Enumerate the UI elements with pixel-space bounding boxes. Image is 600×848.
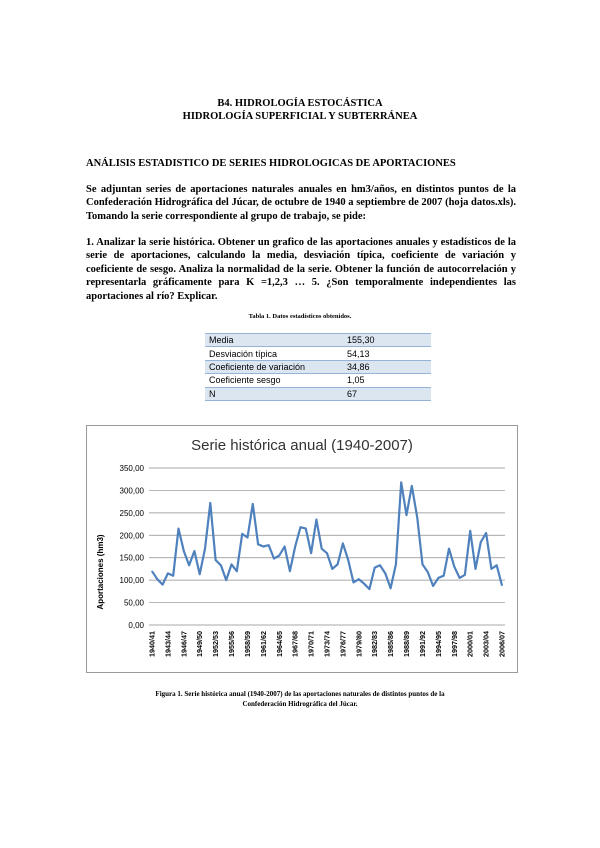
data-point xyxy=(284,546,285,547)
data-point xyxy=(475,568,476,569)
stat-label: Media xyxy=(205,334,343,347)
data-point xyxy=(173,575,174,576)
data-point xyxy=(231,564,232,565)
data-point xyxy=(480,541,481,542)
document-heading-line1: B4. HIDROLOGÍA ESTOCÁSTICA xyxy=(217,98,383,109)
data-point xyxy=(151,571,152,572)
y-tick-label: 300,00 xyxy=(119,486,144,496)
x-tick-label: 1940/41 xyxy=(147,631,157,657)
data-point xyxy=(374,567,375,568)
y-tick-label: 150,00 xyxy=(119,553,144,563)
data-point xyxy=(257,544,258,545)
data-point xyxy=(204,548,205,549)
data-point xyxy=(348,559,349,560)
data-point xyxy=(252,503,253,504)
x-tick-label: 1979/80 xyxy=(354,631,364,657)
data-point xyxy=(194,550,195,551)
data-point xyxy=(454,566,455,567)
stat-label: N xyxy=(205,387,343,400)
figure-caption-line2: Confederación Hidrográfica del Júcar. xyxy=(242,699,358,708)
table-row xyxy=(205,347,431,360)
data-point xyxy=(422,564,423,565)
x-tick-label: 1991/92 xyxy=(417,631,427,657)
data-point xyxy=(459,577,460,578)
stat-value: 155,30 xyxy=(343,334,431,347)
data-point xyxy=(247,537,248,538)
data-point xyxy=(385,573,386,574)
x-tick-label: 2006/07 xyxy=(497,631,507,657)
y-tick-label: 200,00 xyxy=(119,531,144,541)
x-tick-label: 1943/44 xyxy=(163,631,173,657)
data-point xyxy=(289,571,290,572)
table-row xyxy=(205,360,431,373)
data-point xyxy=(215,559,216,560)
x-tick-label: 1997/98 xyxy=(449,631,459,657)
data-point xyxy=(332,568,333,569)
stat-value: 1,05 xyxy=(343,374,431,387)
x-tick-label: 2003/04 xyxy=(481,631,491,657)
data-point xyxy=(242,533,243,534)
task-1-paragraph: 1. Analizar la serie histórica. Obtener un grafico de las aportaciones anuales y estadísticos de la serie de aportaciones, calculando la media, desviación típica, coeficiente de variación y coeficiente de sesgo. Analiza la normalidad de la serie. Obtener la función de autocorrelación y representarla gráficamente para K =1,2,3 … 5. ¿Son temporalmente independientes las aportaciones al río? Explicar. xyxy=(86,237,516,302)
data-point xyxy=(485,532,486,533)
data-point xyxy=(157,579,158,580)
data-point xyxy=(220,565,221,566)
chart-container xyxy=(86,425,518,673)
data-point xyxy=(379,565,380,566)
data-point xyxy=(210,502,211,503)
chart-title: Serie histórica anual (1940-2007) xyxy=(191,437,413,454)
stat-value: 54,13 xyxy=(343,347,431,360)
y-tick-label: 0,00 xyxy=(128,621,144,630)
data-point xyxy=(342,543,343,544)
data-point xyxy=(411,485,412,486)
data-point xyxy=(167,573,168,574)
x-tick-label: 1973/74 xyxy=(322,631,332,657)
y-tick-label: 250,00 xyxy=(119,508,144,518)
data-point xyxy=(305,528,306,529)
y-tick-label: 50,00 xyxy=(123,598,144,608)
data-point xyxy=(189,565,190,566)
x-tick-label: 1961/62 xyxy=(258,631,268,657)
data-point xyxy=(199,574,200,575)
table-row xyxy=(205,387,431,400)
data-point xyxy=(273,558,274,559)
y-tick-label: 100,00 xyxy=(119,576,144,586)
section-title: ANÁLISIS ESTADISTICO DE SERIES HIDROLOGICAS DE APORTACIONES xyxy=(86,158,456,169)
stat-label: Coeficiente de variación xyxy=(205,360,343,373)
data-point xyxy=(279,555,280,556)
data-point xyxy=(236,571,237,572)
data-point xyxy=(443,575,444,576)
data-point xyxy=(406,515,407,516)
data-point xyxy=(496,565,497,566)
data-point xyxy=(178,528,179,529)
x-tick-label: 1988/89 xyxy=(402,631,412,657)
data-point xyxy=(263,546,264,547)
stat-label: Coeficiente sesgo xyxy=(205,374,343,387)
y-tick-label: 350,00 xyxy=(119,464,144,473)
data-point xyxy=(427,571,428,572)
x-tick-label: 1958/59 xyxy=(242,631,252,657)
x-tick-label: 1994/95 xyxy=(433,631,443,657)
series-line xyxy=(152,482,502,589)
data-point xyxy=(268,545,269,546)
data-point xyxy=(321,548,322,549)
stat-value: 34,86 xyxy=(343,360,431,373)
data-point xyxy=(316,519,317,520)
data-point xyxy=(438,577,439,578)
table-caption: Tabla 1. Datos estadísticos obtenidos. xyxy=(248,313,352,320)
data-point xyxy=(464,574,465,575)
data-point xyxy=(162,584,163,585)
stats-table xyxy=(205,333,431,401)
data-point xyxy=(353,582,354,583)
x-tick-label: 2000/01 xyxy=(465,631,475,657)
x-tick-label: 1985/86 xyxy=(386,631,396,657)
x-tick-label: 1964/65 xyxy=(274,631,284,657)
table-row xyxy=(205,334,431,347)
data-point xyxy=(337,564,338,565)
y-axis-label: Aportaciones (hm3) xyxy=(96,534,105,610)
data-point xyxy=(183,550,184,551)
stat-value: 67 xyxy=(343,387,431,400)
data-point xyxy=(395,564,396,565)
intro-paragraph: Se adjuntan series de aportaciones naturales anuales en hm3/años, en distintos puntos de la Confederación Hidrográfica del Júcar, de octubre de 1940 a septiembre de 2007 (hoja datos.xls). Tomando la serie correspondiente al grupo de trabajo, se pide: xyxy=(86,184,516,222)
figure-caption xyxy=(0,690,600,709)
data-point xyxy=(295,546,296,547)
x-tick-label: 1967/68 xyxy=(290,631,300,657)
data-point xyxy=(491,568,492,569)
x-tick-label: 1976/77 xyxy=(338,631,348,657)
data-point xyxy=(417,517,418,518)
data-point xyxy=(358,579,359,580)
figure-caption-line1: Figura 1. Serie histórica anual (1940-2007) de las aportaciones naturales de distintos puntos de la xyxy=(155,690,445,698)
document-heading-line2: HIDROLOGÍA SUPERFICIAL Y SUBTERRÁNEA xyxy=(182,111,418,122)
data-point xyxy=(226,580,227,581)
data-point xyxy=(432,585,433,586)
table-row xyxy=(205,374,431,387)
data-point xyxy=(300,527,301,528)
data-point xyxy=(501,585,502,586)
x-tick-label: 1982/83 xyxy=(370,631,380,657)
stat-label: Desviación típica xyxy=(205,347,343,360)
data-point xyxy=(401,482,402,483)
data-point xyxy=(390,588,391,589)
data-point xyxy=(448,548,449,549)
x-tick-label: 1946/47 xyxy=(179,631,189,657)
x-tick-label: 1952/53 xyxy=(211,631,221,657)
data-point xyxy=(310,553,311,554)
x-tick-label: 1955/56 xyxy=(227,631,237,657)
x-tick-label: 1970/71 xyxy=(306,631,316,657)
annual-series-chart xyxy=(87,426,517,672)
data-point xyxy=(364,583,365,584)
data-point xyxy=(326,553,327,554)
data-point xyxy=(470,530,471,531)
data-point xyxy=(369,589,370,590)
x-tick-label: 1949/50 xyxy=(195,631,205,657)
